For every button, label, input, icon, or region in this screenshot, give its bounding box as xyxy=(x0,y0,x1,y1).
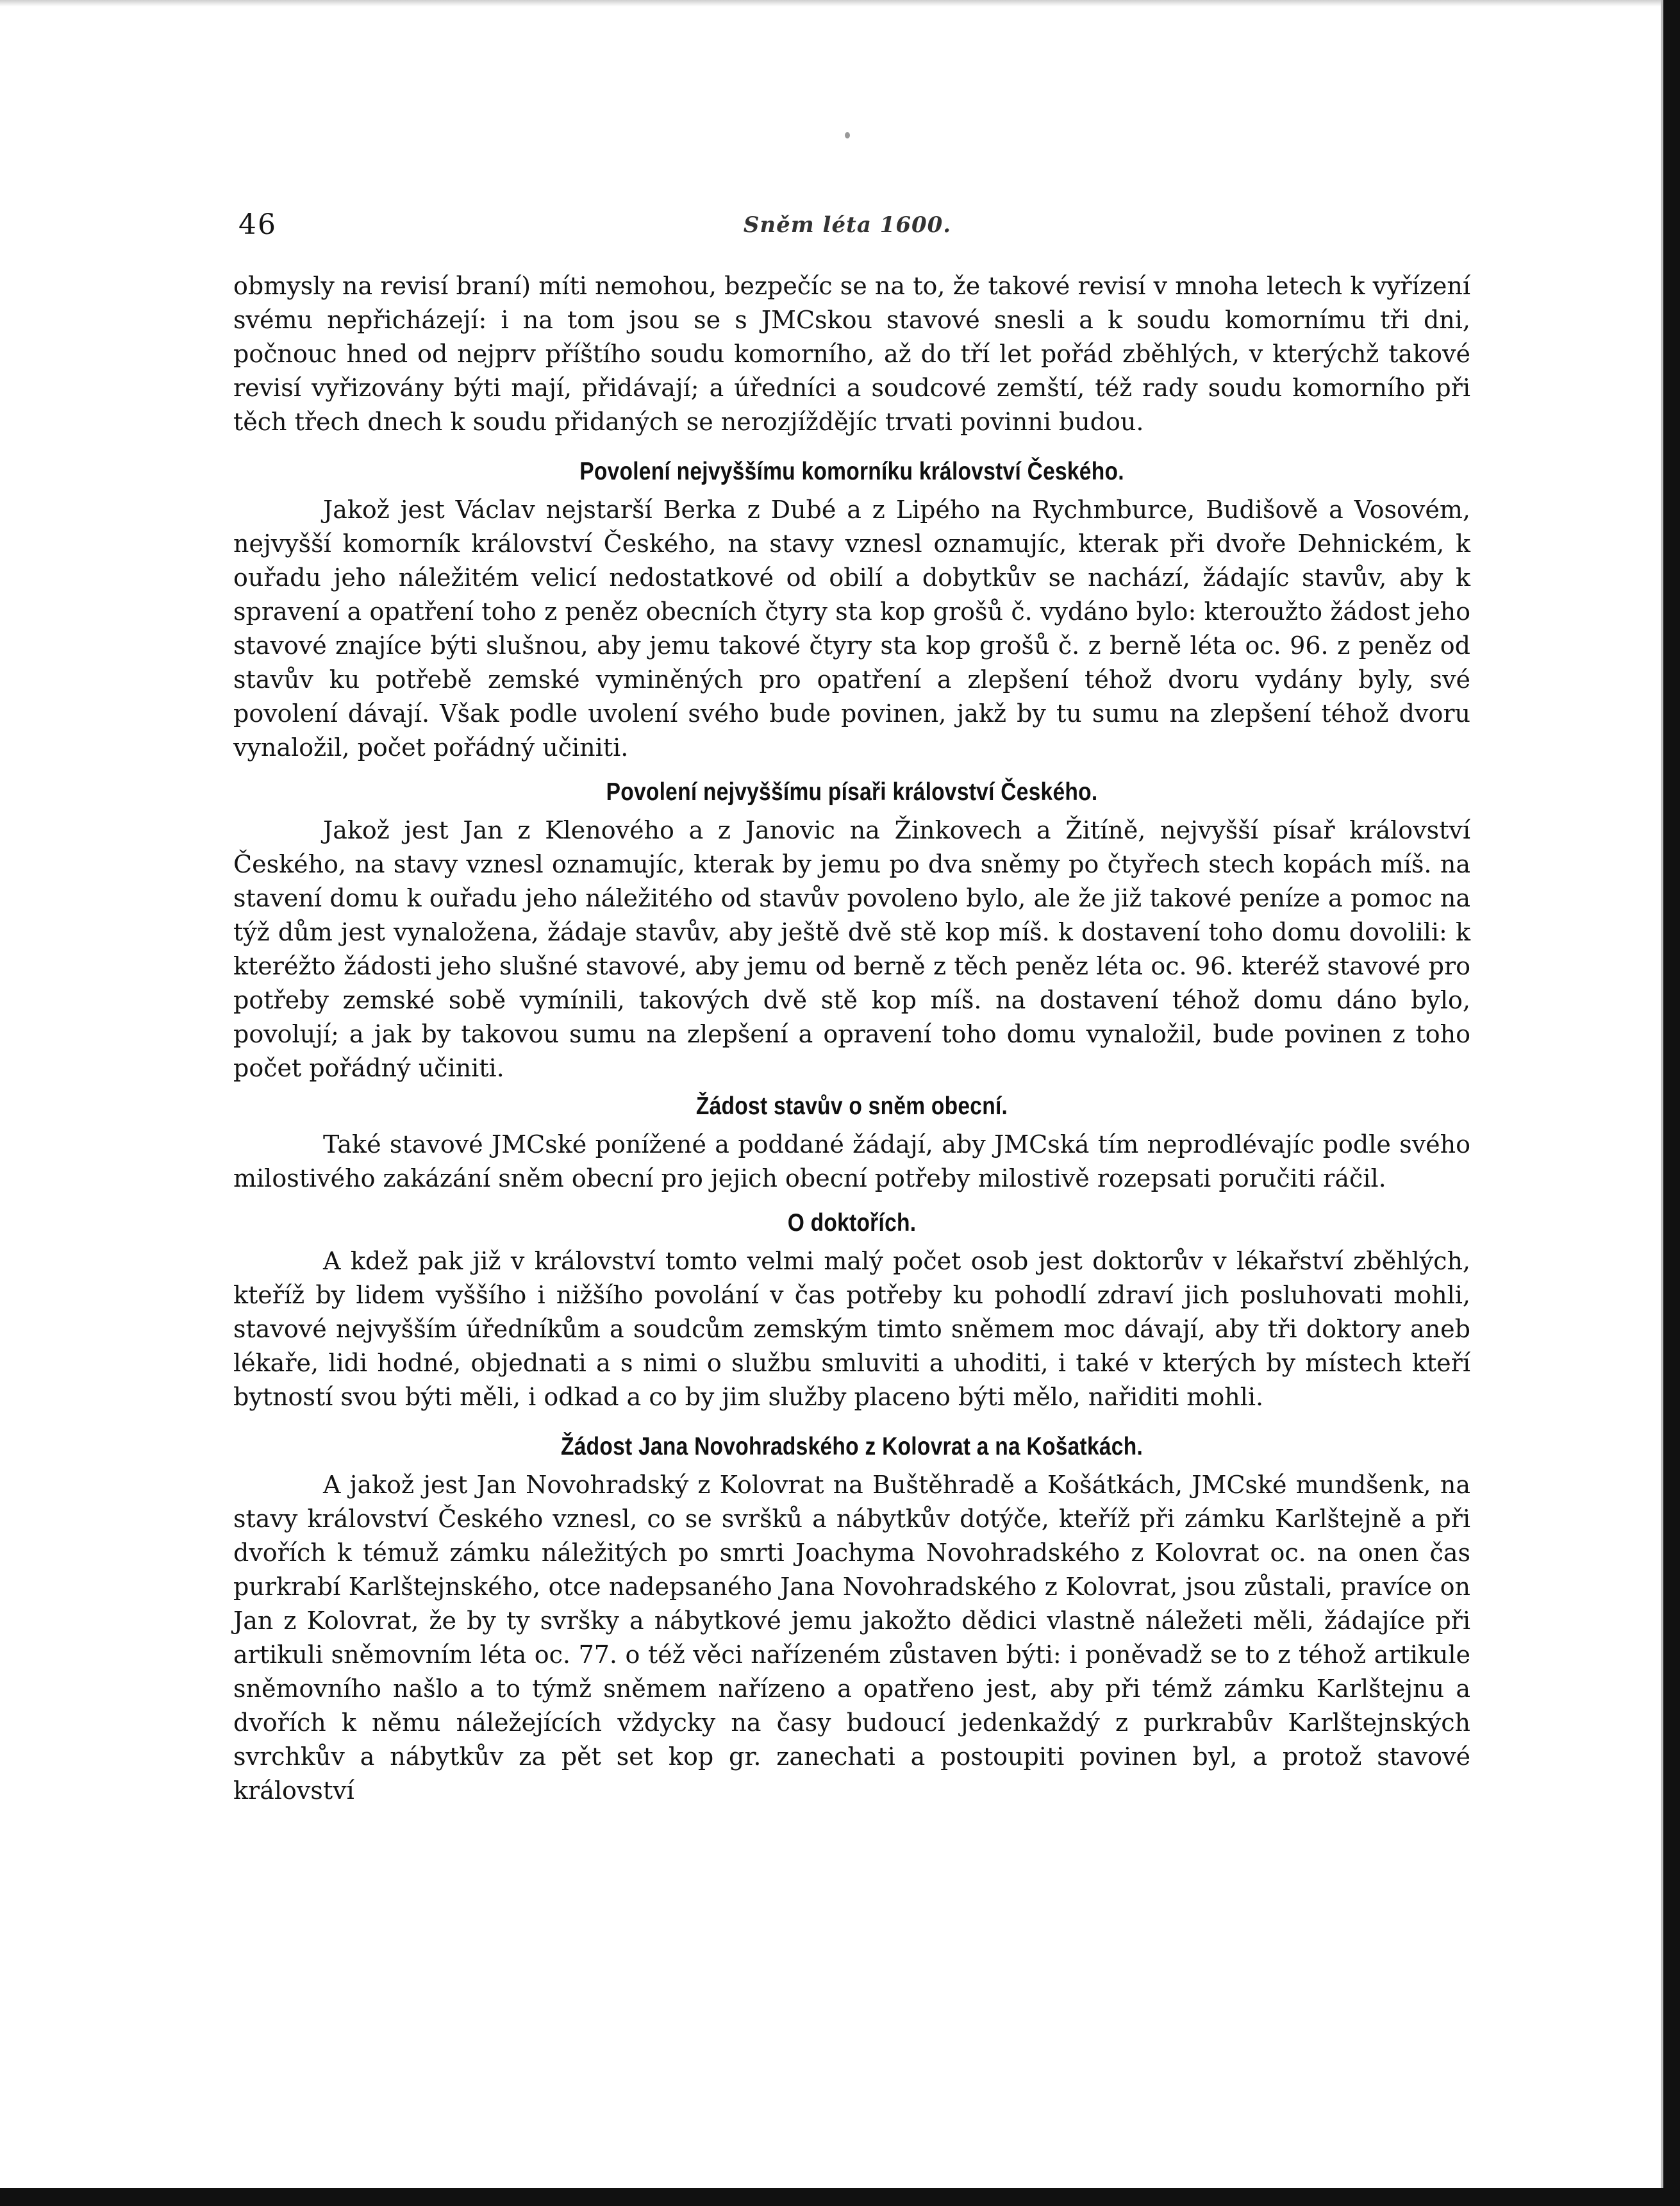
page-body xyxy=(233,269,1470,1808)
section-heading-doctors: O doktořích. xyxy=(787,1209,917,1237)
section-heading-novohradsky: Žádost Jana Novohradského z Kolovrat a na Košatkách. xyxy=(560,1433,1144,1460)
scan-top-edge xyxy=(0,0,1663,6)
scan-bottom-edge xyxy=(0,2188,1680,2206)
paragraph-chamberlain: Jakož jest Václav nejstarší Berka z Dubé a z Lipého na Rychmburce, Budišově a Vosovém, nejvyšší komorník království Českého, na stavy vznesl oznamujíc, kterak při dvoře Dehnickém, k ouřadu jeho náležitém velicí nedostatkové od obilí a dobytkův se nachází, žádajíc stavův, aby k spravení a opatření toho z peněz obecních čtyry sta kop grošů č. vydáno bylo: kteroužto žádost jeho stavové znajíce býti slušnou, aby jemu takové čtyry sta kop grošů č. z berně léta oc. 96. z peněz od stavův ku potřebě zemské vyminěných pro opatření a zlepšení téhož dvoru vydány byly, své povolení dávají. Však podle uvolení svého bude povinen, jakž by tu sumu na zlepšení téhož dvoru vynaložil, počet pořádný učiniti. xyxy=(233,496,1470,762)
section-general-diet xyxy=(233,1085,1470,1196)
section-scribe xyxy=(233,771,1470,1085)
running-head: Sněm léta 1600. xyxy=(743,212,952,238)
section-novohradsky xyxy=(233,1426,1470,1808)
paragraph-scribe: Jakož jest Jan z Klenového a z Janovic na Žinkovech a Žitíně, nejvyšší písař království Českého, na stavy vznesl oznamujíc, kterak by jemu po dva sněmy po čtyřech stech kopách míš. na stavení domu k ouřadu jeho náležitého od stavův povoleno bylo, ale že již takové peníze a pomoc na týž dům jest vynaložena, žádaje stavův, aby ještě dvě stě kop míš. k dostavení toho domu dovolili: k kteréžto žádosti jeho slušné stavové, aby jemu od berně z těch peněz léta oc. 96. kteréž stavové pro potřeby zemské sobě vymínili, takových dvě stě kop míš. na dostavení téhož domu dáno bylo, povolují; a jak by takovou sumu na zlepšení a opravení toho domu vynaložil, bude povinen z toho počet pořádný učiniti. xyxy=(233,816,1470,1082)
scan-right-edge xyxy=(1663,0,1680,2206)
section-heading-general-diet: Žádost stavův o sněm obecní. xyxy=(695,1092,1008,1120)
page-number: 46 xyxy=(238,208,277,241)
paragraph-continuation: obmysly na revisí braní) míti nemohou, bezpečíc se na to, že takové revisí v mnoha letech k vyřízení svému nepřicházejí: i na tom jsou se s JMCskou stavové snesli a k soudu komornímu tři dni, počnouc hned od nejprv příštího soudu komorního, až do tří let pořád zběhlých, v kterýchž takové revisí vyřizovány býti mají, přidávají; a úředníci a soudcové zemští, též rady soudu komorního při těch třech dnech k soudu přidaných se nerozjíždějíc trvati povinni budou. xyxy=(233,272,1470,436)
paragraph-general-diet: Také stavové JMCské ponížené a poddané žádají, aby JMCská tím neprodlévajíc podle svého milostivého zakázání sněm obecní pro jejich obecní potřeby milostivě rozepsati poručiti ráčil. xyxy=(233,1130,1470,1192)
section-continuation xyxy=(233,269,1470,439)
section-heading-chamberlain: Povolení nejvyššímu komorníku království Českého. xyxy=(579,458,1124,485)
section-doctors xyxy=(233,1202,1470,1414)
section-heading-scribe: Povolení nejvyššímu písaři království Českého. xyxy=(606,778,1098,806)
paragraph-novohradsky: A jakož jest Jan Novohradský z Kolovrat na Buštěhradě a Košátkách, JMCské mundšenk, na stavy království Českého vznesl, co se svršků a nábytkův dotýče, kteříž při zámku Karlštejně a při dvořích k témuž zámku náležitých po smrti Joachyma Novohradského z Kolovrat oc. na onen čas purkrabí Karlštejnského, otce nadepsaného Jana Novohradského z Kolovrat, jsou zůstali, pravíce on Jan z Kolovrat, že by ty svršky a nábytkové jemu jakožto dědici vlastně náležeti měli, žádajíce při artikuli sněmovním léta oc. 77. o též věci nařízeném zůstaven býti: i poněvadž se to z téhož artikule sněmovního našlo a to týmž sněmem nařízeno a opatřeno jest, aby při témž zámku Karlštejnu a dvořích k němu náležejících vždycky na časy budoucí jedenkaždý z purkrabův Karlštejnských svrchkův a nábytkův za pět set kop gr. zanechati a postoupiti povinen byl, a protož stavové království xyxy=(233,1471,1470,1805)
scan-speck xyxy=(845,132,850,138)
section-chamberlain xyxy=(233,451,1470,765)
page-header xyxy=(238,208,1456,247)
paragraph-doctors: A kdež pak již v království tomto velmi malý počet osob jest doktorův v lékařství zběhlých, kteříž by lidem vyššího i nižšího povolání v čas potřeby ku pohodlí zdraví jich posluhovati mohli, stavové nejvyšším úředníkům a soudcům zemským timto sněmem moc dávají, aby tři doktory aneb lékaře, lidi hodné, objednati a s nimi o službu smluviti a uhoditi, i také v kterých by místech kteří bytností svou býti měli, i odkad a co by jim služby placeno býti mělo, nařiditi mohli. xyxy=(233,1247,1470,1411)
